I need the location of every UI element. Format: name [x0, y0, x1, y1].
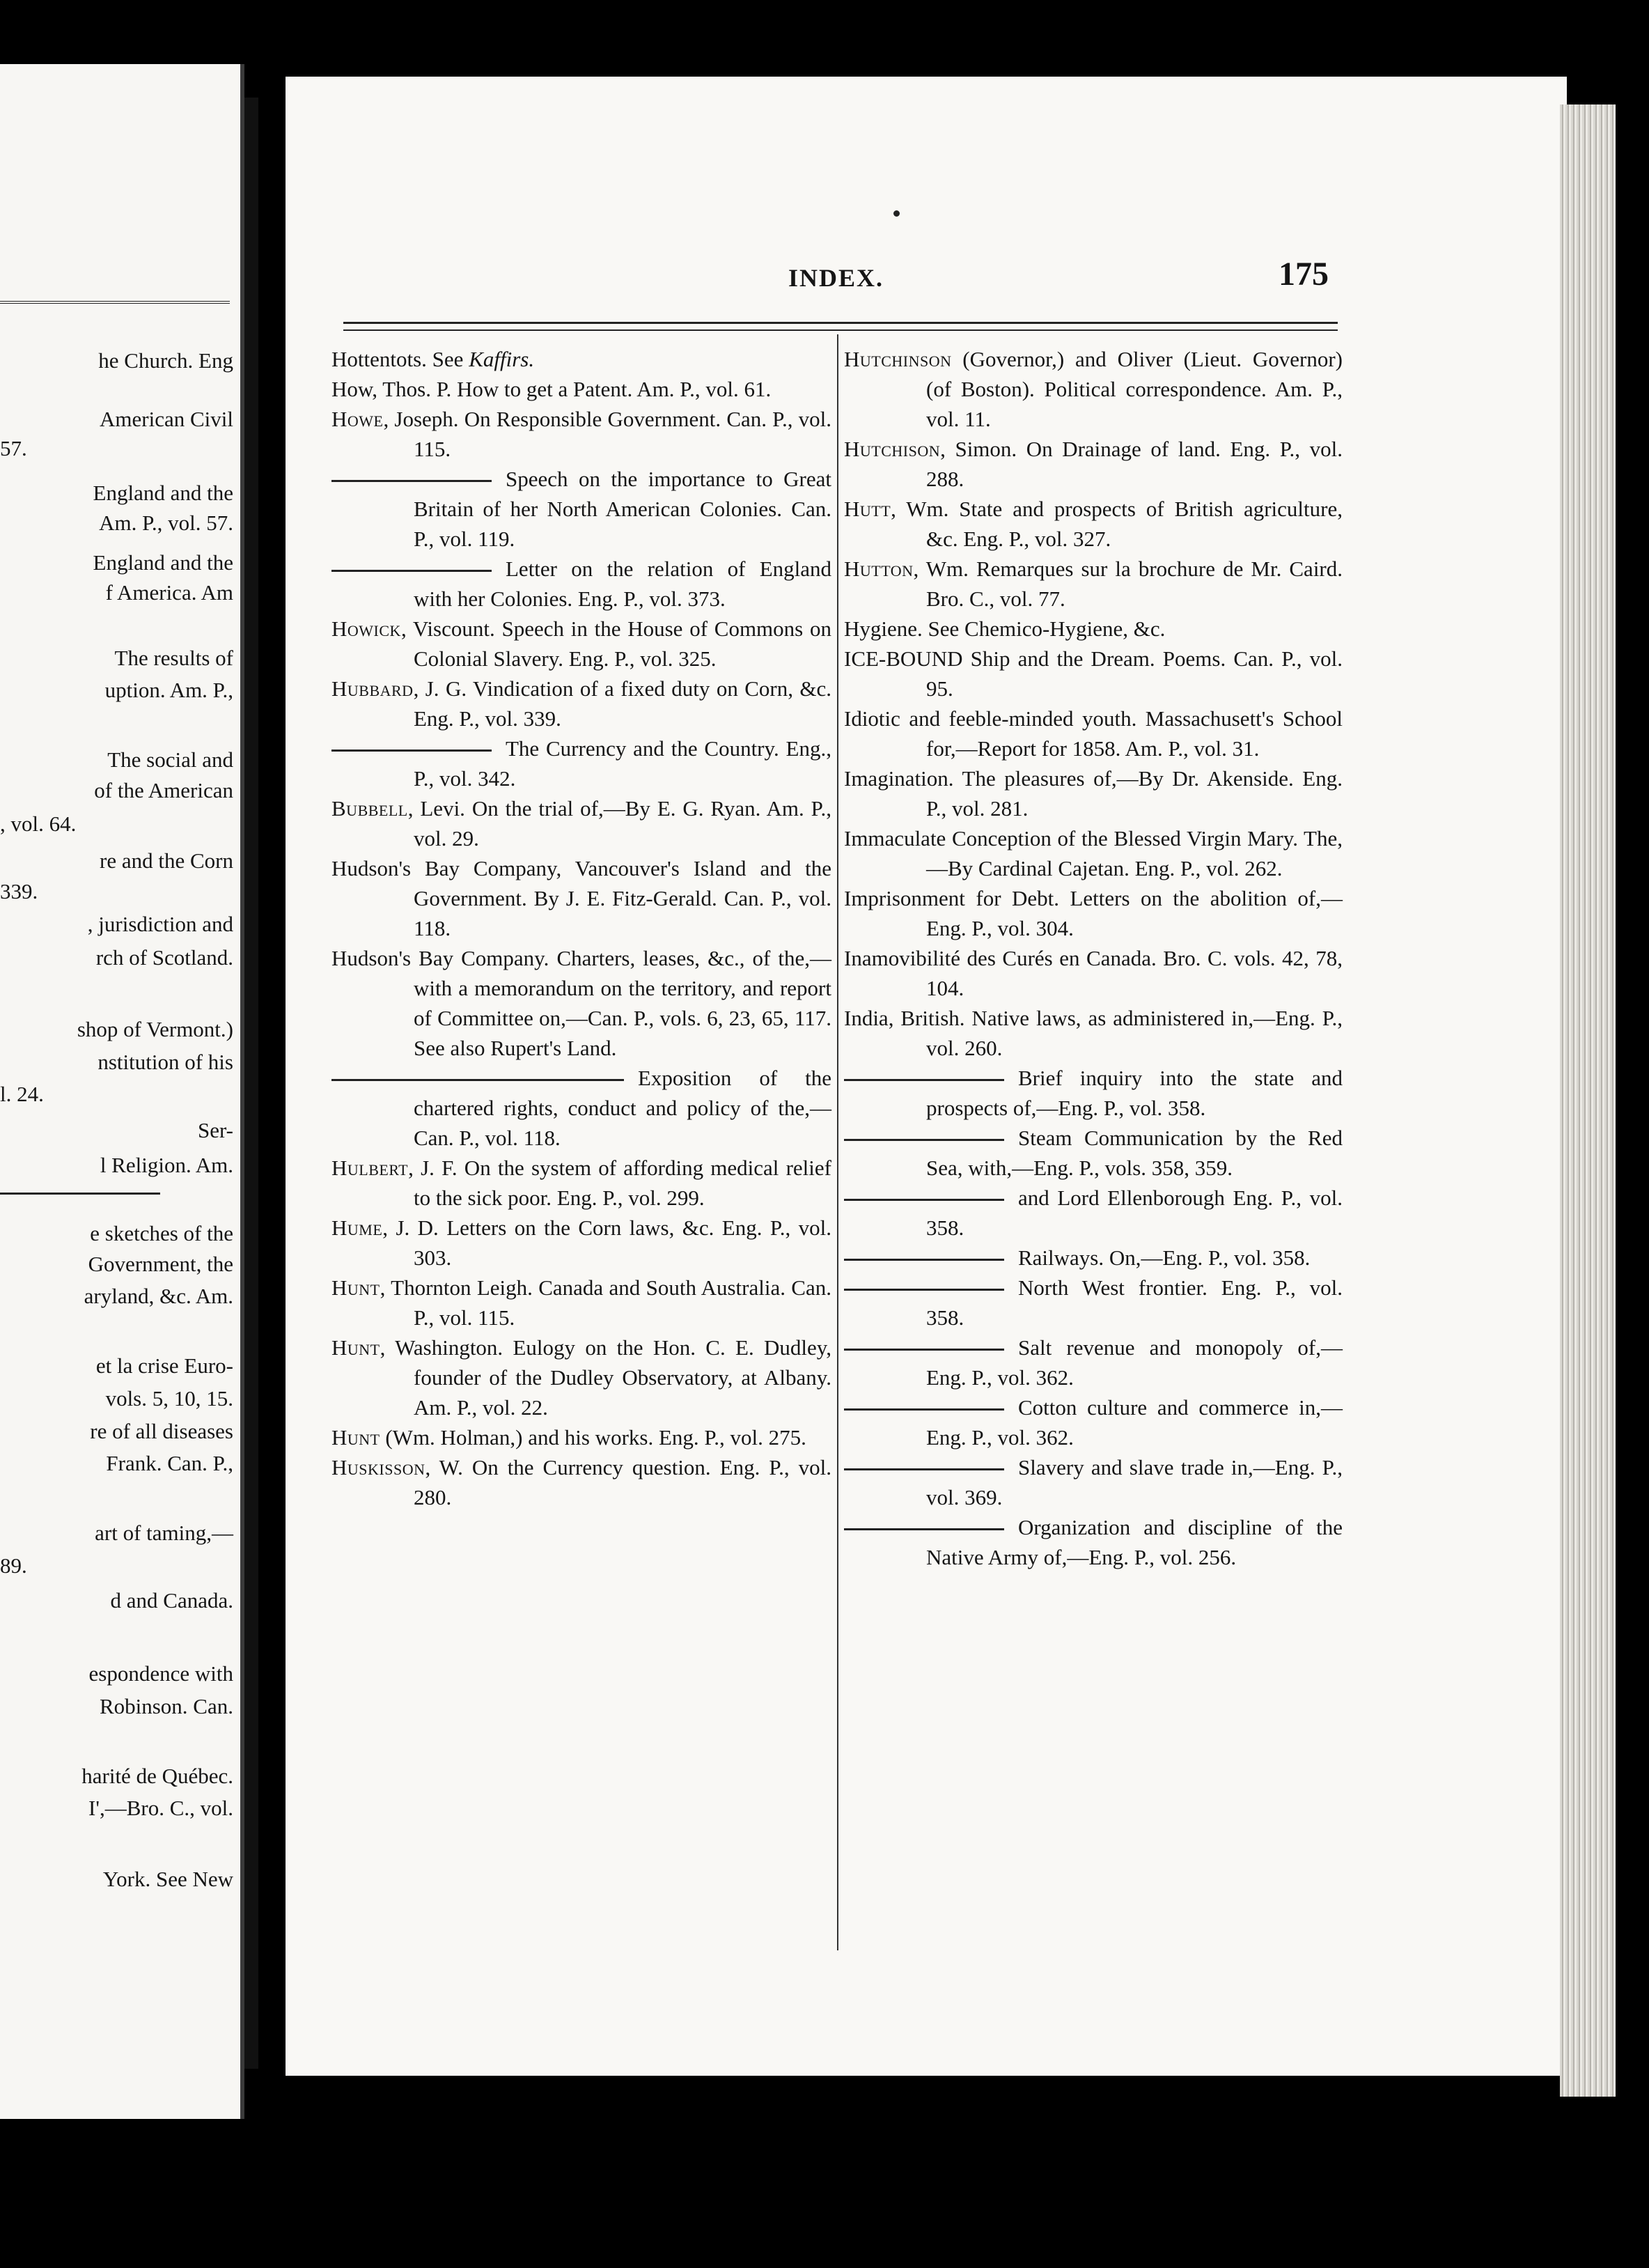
fragment-line: Am. P., vol. 57.	[99, 511, 233, 535]
repeat-dash	[331, 1079, 624, 1081]
repeat-dash	[331, 480, 492, 482]
fragment-line: 339.	[0, 879, 38, 903]
fragment-line: uption. Am. P.,	[104, 678, 233, 702]
index-entry	[844, 1452, 1343, 1512]
entry-text: Slavery and slave trade in,—Eng. P., vol. 369.	[926, 1455, 1343, 1509]
fragment-line: 89.	[0, 1553, 27, 1578]
entry-heading: Bubbell	[331, 796, 408, 821]
previous-page-fragment	[0, 64, 244, 2119]
entry-text: Organization and discipline of the Native Army of,—Eng. P., vol. 256.	[926, 1515, 1343, 1569]
index-entry	[331, 943, 831, 1063]
fragment-line: re and the Corn	[100, 848, 233, 873]
fragment-line: Ser-	[197, 1118, 233, 1142]
index-column-left	[331, 344, 831, 1512]
index-entry	[331, 1213, 831, 1273]
column-divider	[837, 334, 838, 1950]
entry-heading: Howick	[331, 616, 401, 641]
fragment-line: rch of Scotland.	[95, 945, 233, 970]
fragment-line: e sketches of the	[90, 1221, 233, 1245]
entry-text: Speech on the importance to Great Britain of her North American Colonies. Can. P., vol. 119.	[414, 467, 831, 551]
index-entry	[331, 1452, 831, 1512]
repeat-dash	[844, 1528, 1004, 1530]
entry-text: How to get a Patent. Am. P., vol. 61.	[451, 377, 772, 401]
index-entry	[331, 1273, 831, 1333]
index-entry	[844, 1273, 1343, 1333]
fragment-line: York. See New	[102, 1867, 233, 1891]
index-entry	[331, 1063, 831, 1153]
entry-heading: Hygiene.	[844, 616, 923, 641]
entry-text: , Washington. Eulogy on the Hon. C. E. Dudley, founder of the Dudley Observatory, at Albany. Am. P., vol. 22.	[380, 1335, 831, 1420]
entry-text: The Currency and the Country. Eng., P., vol. 342.	[414, 736, 831, 791]
index-entry	[844, 1183, 1343, 1243]
entry-text: , J. G. Vindication of a fixed duty on Corn, &c. Eng. P., vol. 339.	[413, 676, 831, 731]
entry-text: , Viscount. Speech in the House of Commons on Colonial Slavery. Eng. P., vol. 325.	[400, 616, 831, 671]
entry-text: , J. F. On the system of affording medical relief to the sick poor. Eng. P., vol. 299.	[408, 1156, 831, 1210]
entry-heading: Hottentots.	[331, 347, 427, 371]
entry-heading: Hume	[331, 1215, 383, 1240]
fragment-line: re of all diseases	[90, 1419, 233, 1443]
entry-text: Brief inquiry into the state and prospects of,—Eng. P., vol. 358.	[926, 1066, 1343, 1120]
entry-heading: Hudson's Bay Company,	[331, 856, 562, 880]
index-entry	[844, 434, 1343, 494]
entry-text: See Chemico-Hygiene, &c.	[922, 616, 1166, 641]
index-column-right	[844, 344, 1343, 1572]
index-entry	[844, 614, 1343, 644]
index-entry	[331, 853, 831, 943]
entry-text: , Wm. State and prospects of British agriculture, &c. Eng. P., vol. 327.	[891, 497, 1343, 551]
index-entry	[844, 883, 1343, 943]
entry-text: and Lord Ellenborough Eng. P., vol. 358.	[926, 1186, 1343, 1240]
entry-text: British. Native laws, as administered in,—Eng. P., vol. 260.	[893, 1006, 1343, 1060]
entry-text: Cotton culture and commerce in,—Eng. P., vol. 362.	[926, 1395, 1343, 1450]
index-entry	[844, 344, 1343, 434]
fragment-line: harité de Québec.	[81, 1764, 233, 1788]
fragment-line: he Church. Eng	[98, 348, 233, 373]
entry-heading: Hutchison	[844, 437, 941, 461]
entry-text: Railways. On,—Eng. P., vol. 358.	[1018, 1245, 1311, 1270]
entry-heading: Hunt	[331, 1335, 380, 1360]
fragment-line: , vol. 64.	[0, 811, 77, 836]
repeat-dash	[844, 1079, 1004, 1081]
fragment-line: l Religion. Am.	[100, 1153, 233, 1177]
entry-text: The pleasures of,—By Dr. Akenside. Eng. P., vol. 281.	[926, 766, 1343, 821]
entry-heading: Imagination.	[844, 766, 954, 791]
entry-text: Exposition of the chartered rights, conduct and policy of the,—Can. P., vol. 118.	[414, 1066, 831, 1150]
repeat-dash	[331, 749, 492, 752]
fragment-line: 57.	[0, 436, 27, 460]
repeat-dash	[331, 570, 492, 572]
fragment-line: I',—Bro. C., vol.	[88, 1796, 233, 1820]
fragment-line: Robinson. Can.	[99, 1694, 233, 1718]
entry-text: des Curés en Canada. Bro. C. vols. 42, 78, 104.	[926, 946, 1343, 1000]
fragment-line: et la crise Euro-	[95, 1353, 233, 1378]
index-entry	[844, 943, 1343, 1003]
entry-heading: How, Thos. P.	[331, 377, 452, 401]
fragment-line: The results of	[114, 646, 233, 670]
entry-heading: Hulbert	[331, 1156, 409, 1180]
fragment-line: art of taming,—	[95, 1521, 233, 1545]
entry-text: for Debt. Letters on the abolition of,—Eng. P., vol. 304.	[926, 886, 1343, 940]
header-rule	[343, 322, 1338, 331]
entry-heading: Immaculate	[844, 826, 946, 850]
index-entry	[331, 374, 831, 404]
entry-heading: Hutt	[844, 497, 891, 521]
index-entry	[844, 1243, 1343, 1273]
entry-reference: Kaffirs.	[469, 347, 535, 371]
repeat-dash	[844, 1199, 1004, 1201]
entry-heading: Imprisonment	[844, 886, 965, 910]
entry-text: , Wm. Remarques sur la brochure de Mr. Caird. Bro. C., vol. 77.	[913, 557, 1343, 611]
fragment-line: d and Canada.	[110, 1588, 233, 1613]
entry-text: , Simon. On Drainage of land. Eng. P., vol. 288.	[926, 437, 1343, 491]
fragment-line: England and the	[93, 550, 233, 575]
entry-heading: Hutton	[844, 557, 914, 581]
index-entry	[844, 1392, 1343, 1452]
index-entry	[331, 674, 831, 733]
entry-heading: Idiotic	[844, 706, 900, 731]
fragment-line: , jurisdiction and	[87, 912, 233, 936]
repeat-dash	[844, 1289, 1004, 1291]
index-entry	[844, 1003, 1343, 1063]
previous-page-header-rule	[0, 301, 230, 304]
fragment-line: England and the	[93, 481, 233, 505]
fragment-line: The social and	[107, 747, 233, 772]
entry-text: , Levi. On the trial of,—By E. G. Ryan. Am. P., vol. 29.	[407, 796, 831, 850]
entry-heading: Hunt	[331, 1275, 380, 1300]
index-entry	[331, 614, 831, 674]
fragment-line: aryland, &c. Am.	[84, 1284, 233, 1308]
entry-text: , Joseph. On Responsible Government. Can. P., vol. 115.	[383, 407, 831, 461]
entry-heading: India,	[844, 1006, 894, 1030]
index-entry	[844, 554, 1343, 614]
index-entry	[844, 704, 1343, 763]
index-entry	[844, 1333, 1343, 1392]
page-title: INDEX.	[788, 264, 884, 292]
index-entry	[331, 344, 831, 374]
repeat-dash	[844, 1408, 1004, 1411]
index-entry	[331, 733, 831, 793]
repeat-dash	[844, 1259, 1004, 1261]
entry-heading: Hudson's Bay Company.	[331, 946, 549, 970]
index-entry	[331, 554, 831, 614]
index-entry	[844, 494, 1343, 554]
repeat-dash	[844, 1139, 1004, 1141]
repeat-dash	[844, 1468, 1004, 1470]
index-entry	[331, 1422, 831, 1452]
index-entry	[844, 1512, 1343, 1572]
fragment-line: nstitution of his	[97, 1050, 233, 1074]
index-entry	[331, 793, 831, 853]
page-number: 175	[1279, 256, 1329, 293]
fragment-line: Frank. Can. P.,	[106, 1451, 233, 1475]
index-entry	[844, 1123, 1343, 1183]
entry-text: , W. On the Currency question. Eng. P., vol. 280.	[414, 1455, 831, 1509]
entry-text: (Governor,) and Oliver (Lieut. Governor) (of Boston). Political correspondence. Am. P., vol. 11.	[926, 347, 1343, 431]
entry-heading: Huskisson	[331, 1455, 425, 1479]
entry-text: Letter on the relation of England with her Colonies. Eng. P., vol. 373.	[414, 557, 831, 611]
entry-heading: Hutchinson	[844, 347, 952, 371]
previous-page-dash	[0, 1193, 160, 1195]
entry-text: Ship and the Dream. Poems. Can. P., vol. 95.	[926, 646, 1343, 701]
index-entry	[844, 823, 1343, 883]
index-entry	[331, 404, 831, 464]
fragment-line: f America. Am	[105, 580, 233, 605]
fragment-line: of the American	[94, 778, 233, 802]
entry-text: Salt revenue and monopoly of,—Eng. P., vol. 362.	[926, 1335, 1343, 1390]
fragment-line: shop of Vermont.)	[77, 1017, 233, 1041]
fragment-line: espondence with	[88, 1661, 233, 1686]
entry-heading: ICE-BOUND	[844, 646, 963, 671]
index-entry	[844, 644, 1343, 704]
fragment-line: American Civil	[100, 407, 233, 431]
repeat-dash	[844, 1349, 1004, 1351]
entry-heading: Howe	[331, 407, 384, 431]
entry-heading: Hunt	[331, 1425, 380, 1450]
entry-text: See	[426, 347, 469, 371]
fragment-line: Government, the	[88, 1252, 233, 1276]
entry-text: North West frontier. Eng. P., vol. 358.	[926, 1275, 1343, 1330]
entry-text: Charters, leases, &c., of the,—with a memorandum on the territory, and report of Committee on,—Can. P., vols. 6, 23, 65, 117. See also Rupert's Land.	[414, 946, 831, 1060]
entry-heading: Hubbard	[331, 676, 414, 701]
entry-text: and feeble-minded youth. Massachusett's School for,—Report for 1858. Am. P., vol. 31.	[900, 706, 1343, 761]
entry-text: (Wm. Holman,) and his works. Eng. P., vol. 275.	[380, 1425, 806, 1450]
fragment-line: l. 24.	[0, 1082, 44, 1106]
index-entry	[844, 1063, 1343, 1123]
page-edges	[1560, 104, 1616, 2097]
index-entry	[331, 1333, 831, 1422]
entry-text: Steam Communication by the Red Sea, with,—Eng. P., vols. 358, 359.	[926, 1126, 1343, 1180]
index-entry	[844, 763, 1343, 823]
entry-text: Conception of the Blessed Virgin Mary. The,—By Cardinal Cajetan. Eng. P., vol. 262.	[926, 826, 1343, 880]
entry-text: , Thornton Leigh. Canada and South Australia. Can. P., vol. 115.	[380, 1275, 831, 1330]
entry-heading: Inamovibilité	[844, 946, 961, 970]
ink-dot	[893, 210, 900, 217]
index-entry	[331, 1153, 831, 1213]
fragment-line: vols. 5, 10, 15.	[105, 1386, 233, 1411]
entry-text: Vancouver's Island and the Government. By J. E. Fitz-Gerald. Can. P., vol. 118.	[414, 856, 831, 940]
index-entry	[331, 464, 831, 554]
book-spine	[244, 98, 258, 2069]
entry-text: , J. D. Letters on the Corn laws, &c. Eng. P., vol. 303.	[382, 1215, 831, 1270]
